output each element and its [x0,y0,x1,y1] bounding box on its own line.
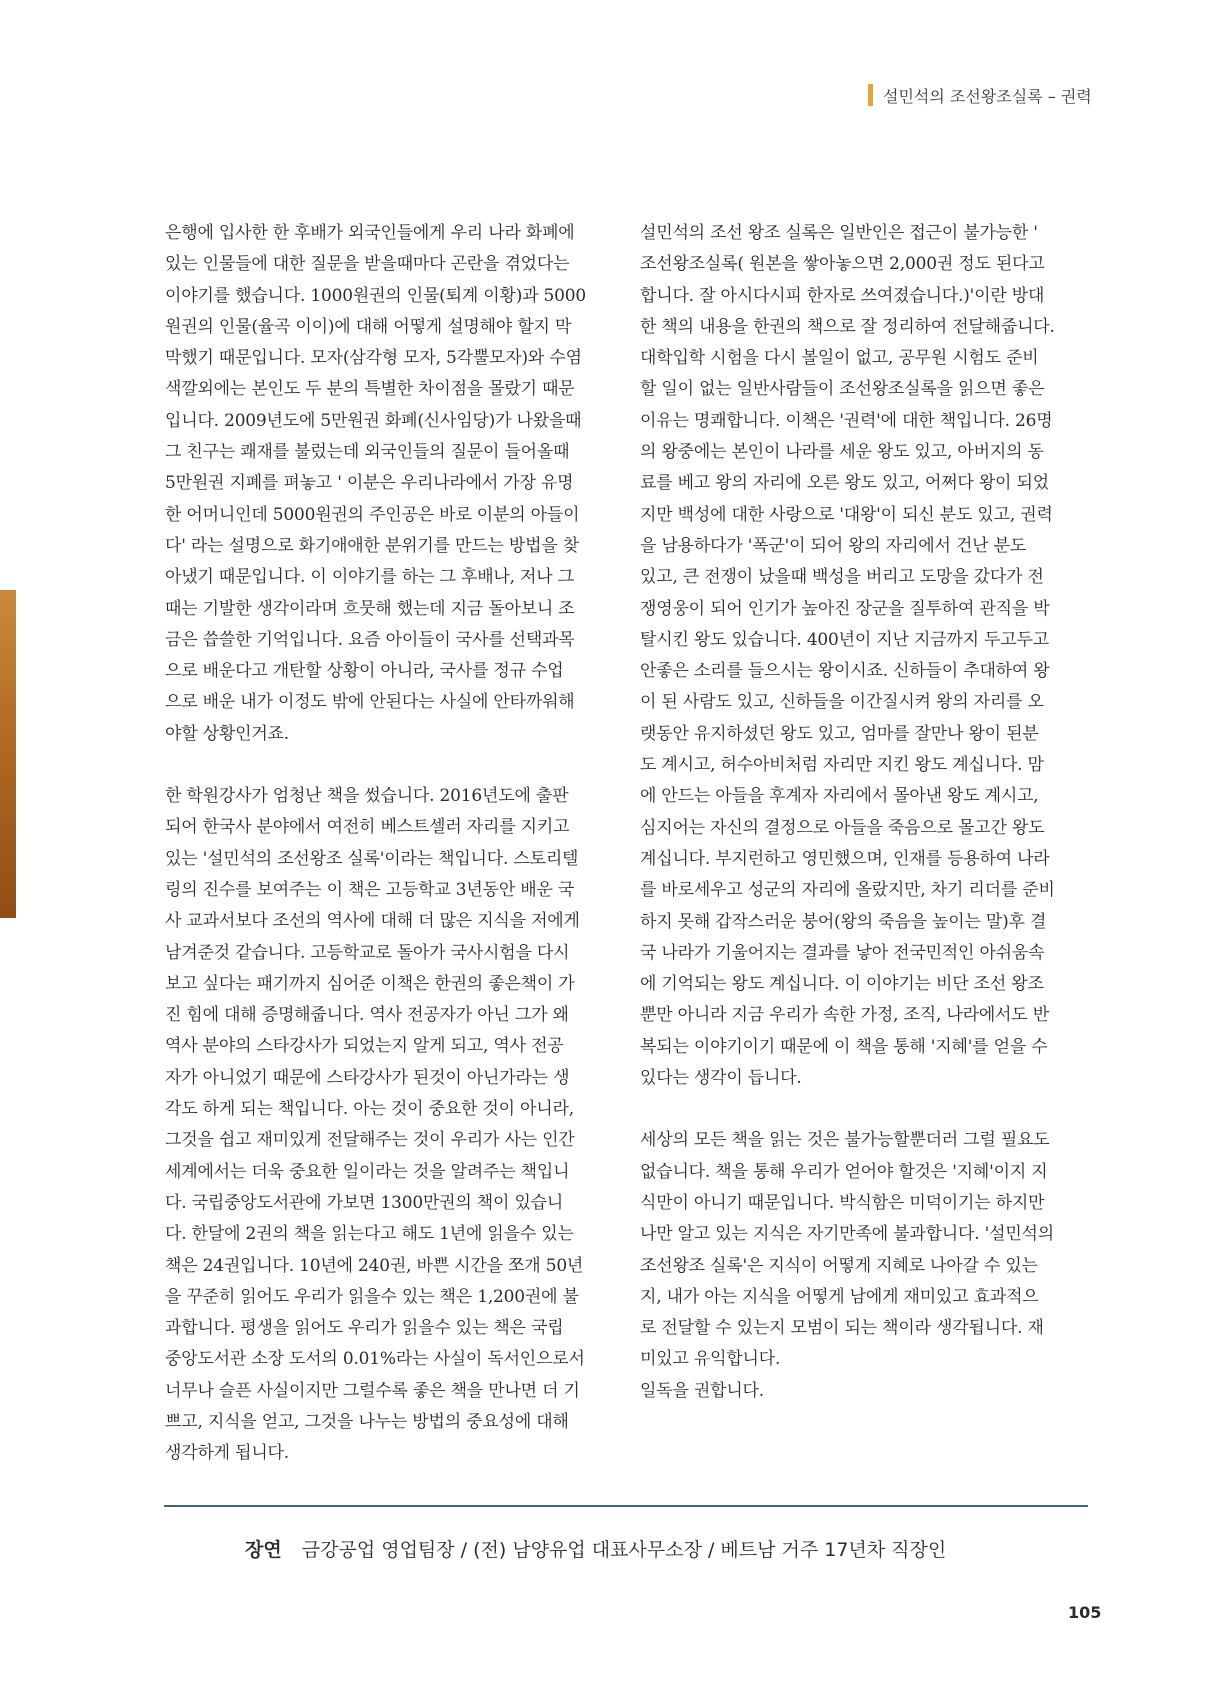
text-line: 중앙도서관 소장 도서의 0.01%라는 사실이 독서인으로서 [165,1349,585,1370]
text-line: 세계에서는 더욱 중요한 일이라는 것을 알려주는 책입니 [165,1161,570,1182]
text-line: 을 꾸준히 읽어도 우리가 읽을수 있는 책은 1,200권에 불 [165,1286,579,1307]
text-line: 각도 하게 되는 책입니다. 아는 것이 중요한 것이 아니라, [165,1099,574,1120]
author-credit [245,1535,1045,1562]
text-line: 사 교과서보다 조선의 역사에 대해 더 많은 지식을 저에게 [165,911,580,932]
running-title: 설민석의 조선왕조실록 – 권력 [883,86,1092,106]
text-line: 있다는 생각이 듭니다. [640,1068,802,1089]
text-line: 탈시킨 왕도 있습니다. 400년이 지난 지금까지 두고두고 [640,629,1049,650]
text-line: 나만 알고 있는 지식은 자기만족에 불과합니다. '설민석의 [640,1224,1055,1245]
text-line: 그것을 쉽고 재미있게 전달해주는 것이 우리가 사는 인간 [165,1130,575,1151]
text-line: 안좋은 소리를 들으시는 왕이시죠. 신하들이 추대하여 왕 [640,661,1050,682]
author-name: 장연 [245,1539,282,1561]
text-line: 미있고 유익합니다. [640,1349,781,1370]
text-line: 한 어머니인데 5000원권의 주인공은 바로 이분의 아들이 [165,504,580,525]
text-line: 에 기억되는 왕도 계십니다. 이 이야기는 비단 조선 왕조 [640,974,1044,995]
text-line: 때는 기발한 생각이라며 흐뭇해 했는데 지금 돌아보니 조 [165,598,575,619]
text-line: 쟁영웅이 되어 인기가 높아진 장군을 질투하여 관직을 박 [640,598,1050,619]
text-line: 남겨준것 같습니다. 고등학교로 돌아가 국사시험을 다시 [165,942,570,963]
right-column [640,218,1088,1407]
text-line: 아냈기 때문입니다. 이 이야기를 하는 그 후배나, 저나 그 [165,567,574,588]
text-line: 국 나라가 기울어지는 결과를 낳아 전국민적인 아쉬움속 [640,942,1045,963]
text-line: 이유는 명쾌합니다. 이책은 '권력'에 대한 책입니다. 26명 [640,410,1053,431]
text-line: 일독을 권합니다. [640,1380,764,1401]
text-line: 를 바로세우고 성군의 자리에 올랐지만, 차기 리더를 준비 [640,880,1055,901]
text-line: 이 된 사람도 있고, 신하들을 이간질시켜 왕의 자리를 오 [640,692,1044,713]
text-line: 자가 아니었기 때문에 스타강사가 된것이 아닌가라는 생 [165,1067,570,1088]
text-line: 대학입학 시험을 다시 볼일이 없고, 공무원 시험도 준비 [640,348,1039,369]
accent-bar [868,84,873,106]
footer-divider [164,1505,1088,1507]
text-line: 없습니다. 책을 통해 우리가 얻어야 할것은 '지혜'이지 지 [640,1161,1048,1182]
text-line: 로 전달할 수 있는지 모범이 되는 책이라 생각됩니다. 재 [640,1318,1044,1339]
text-line: 원권의 인물(율곡 이이)에 대해 어떻게 설명해야 할지 막 [165,316,572,337]
text-line: 입니다. 2009년도에 5만원권 화폐(신사임당)가 나왔을때 [165,410,582,431]
text-line: 도 계시고, 허수아비처럼 자리만 지킨 왕도 계십니다. 맘 [640,755,1044,776]
page-number: 105 [1068,1603,1102,1622]
text-line: 너무나 슬픈 사실이지만 그럴수록 좋은 책을 만나면 더 기 [165,1380,580,1401]
text-line: 심지어는 자신의 결정으로 아들을 죽음으로 몰고간 왕도 [640,817,1045,838]
text-line: 역사 분야의 스타강사가 되었는지 알게 되고, 역사 전공 [165,1036,564,1057]
text-line: 있는 인물들에 대한 질문을 받을때마다 곤란을 겪었다는 [165,254,570,275]
text-line: 으로 배운 내가 이정도 밖에 안된다는 사실에 안타까워해 [165,692,575,713]
text-line: 합니다. 잘 아시다시피 한자로 쓰여졌습니다.)'이란 방대 [640,285,1045,306]
text-line: 보고 싶다는 패기까지 심어준 이책은 한권의 좋은책이 가 [165,973,575,994]
text-line: 과합니다. 평생을 읽어도 우리가 읽을수 있는 책은 국립 [165,1318,564,1339]
text-line: 설민석의 조선 왕조 실록은 일반인은 접근이 불가능한 ' [640,223,1038,243]
text-line: 그 친구는 쾌재를 불렀는데 외국인들의 질문이 들어올때 [165,442,570,463]
author-description: 금강공업 영업팀장 / (전) 남양유업 대표사무소장 / 베트남 거주 17년차 직장인 [301,1539,947,1561]
text-line: 뿐만 아니라 지금 우리가 속한 가정, 조직, 나라에서도 반 [640,1005,1049,1026]
text-line: 있고, 큰 전쟁이 났을때 백성을 버리고 도망을 갔다가 전 [640,567,1044,588]
text-line: 한 학원강사가 엄청난 책을 썼습니다. 2016년도에 출판 [165,786,569,807]
paragraph [640,218,1088,1094]
text-line: 으로 배운다고 개탄할 상황이 아니라, 국사를 정규 수업 [165,661,564,682]
text-line: 료를 베고 왕의 자리에 오른 왕도 있고, 어쩌다 왕이 되었 [640,473,1049,494]
text-line: 에 안드는 아들을 후계자 자리에서 몰아낸 왕도 계시고, [640,786,1039,807]
text-line: 랫동안 유지하셨던 왕도 있고, 엄마를 잘만나 왕이 된분 [640,723,1039,744]
text-line: 진 힘에 대해 증명해줍니다. 역사 전공자가 아닌 그가 왜 [165,1005,569,1026]
text-line: 쁘고, 지식을 얻고, 그것을 나누는 방법의 중요성에 대해 [165,1411,569,1432]
paragraph [640,1125,1088,1407]
text-line: 다. 국립중앙도서관에 가보면 1300만권의 책이 있습니 [165,1192,564,1213]
running-header [868,82,1118,108]
text-line: 식만이 아니기 때문입니다. 박식함은 미덕이기는 하지만 [640,1192,1045,1213]
text-line: 지, 내가 아는 지식을 어떻게 남에게 재미있고 효과적으 [640,1286,1039,1307]
text-line: 조선왕조실록( 원본을 쌓아놓으면 2,000권 정도 된다고 [640,254,1045,275]
text-line: 다' 라는 설명으로 화기애애한 분위기를 만드는 방법을 찾 [165,535,580,556]
text-line: 계십니다. 부지런하고 영민했으며, 인재를 등용하여 나라 [640,848,1050,869]
text-line: 을 남용하다가 '폭군'이 되어 왕의 자리에서 건난 분도 [640,535,1027,556]
text-line: 되어 한국사 분야에서 여전히 베스트셀러 자리를 지키고 [165,817,570,838]
text-line: 있는 '설민석의 조선왕조 실록'이라는 책입니다. 스토리텔 [165,848,579,869]
text-line: 다. 한달에 2권의 책을 읽는다고 해도 1년에 읽을수 있는 [165,1224,574,1245]
paragraph [165,781,613,1470]
text-line: 링의 진수를 보여주는 이 책은 고등학교 3년동안 배운 국 [165,879,575,900]
text-line: 막했기 때문입니다. 모자(삼각형 모자, 5각뿔모자)와 수염 [165,348,582,369]
text-line: 5만원권 지폐를 펴놓고 ' 이분은 우리나라에서 가장 유명 [165,473,574,494]
text-line: 하지 못해 갑작스러운 붕어(왕의 죽음을 높이는 말)후 결 [640,911,1047,932]
text-line: 한 책의 내용을 한권의 책으로 잘 정리하여 전달해줍니다. [640,316,1055,337]
text-line: 지만 백성에 대한 사랑으로 '대왕'이 되신 분도 있고, 권력 [640,504,1053,525]
text-line: 책은 24권입니다. 10년에 240권, 바쁜 시간을 쪼개 50년 [165,1255,584,1276]
text-line: 의 왕중에는 본인이 나라를 세운 왕도 있고, 아버지의 동 [640,442,1044,463]
text-line: 색깔외에는 본인도 두 분의 특별한 차이점을 몰랐기 때문 [165,379,575,400]
text-line: 세상의 모든 책을 읽는 것은 불가능할뿐더러 그럴 필요도 [640,1130,1050,1151]
decorative-side-tab [0,590,16,918]
text-line: 이야기를 했습니다. 1000원권의 인물(퇴계 이황)과 5000 [165,285,587,306]
text-line: 금은 씁쓸한 기억입니다. 요즘 아이들이 국사를 선택과목 [165,629,575,650]
text-line: 복되는 이야기이기 때문에 이 책을 통해 '지혜'를 얻을 수 [640,1036,1048,1057]
text-line: 조선왕조 실록'은 지식이 어떻게 지혜로 나아갈 수 있는 [640,1255,1038,1276]
paragraph [165,218,613,750]
left-column [165,218,613,1470]
text-line: 할 일이 없는 일반사람들이 조선왕조실록을 읽으면 좋은 [640,379,1045,400]
text-line: 은행에 입사한 한 후배가 외국인들에게 우리 나라 화폐에 [165,223,575,243]
text-line: 생각하게 됩니다. [165,1443,289,1464]
text-line: 야할 상황인거죠. [165,723,289,744]
